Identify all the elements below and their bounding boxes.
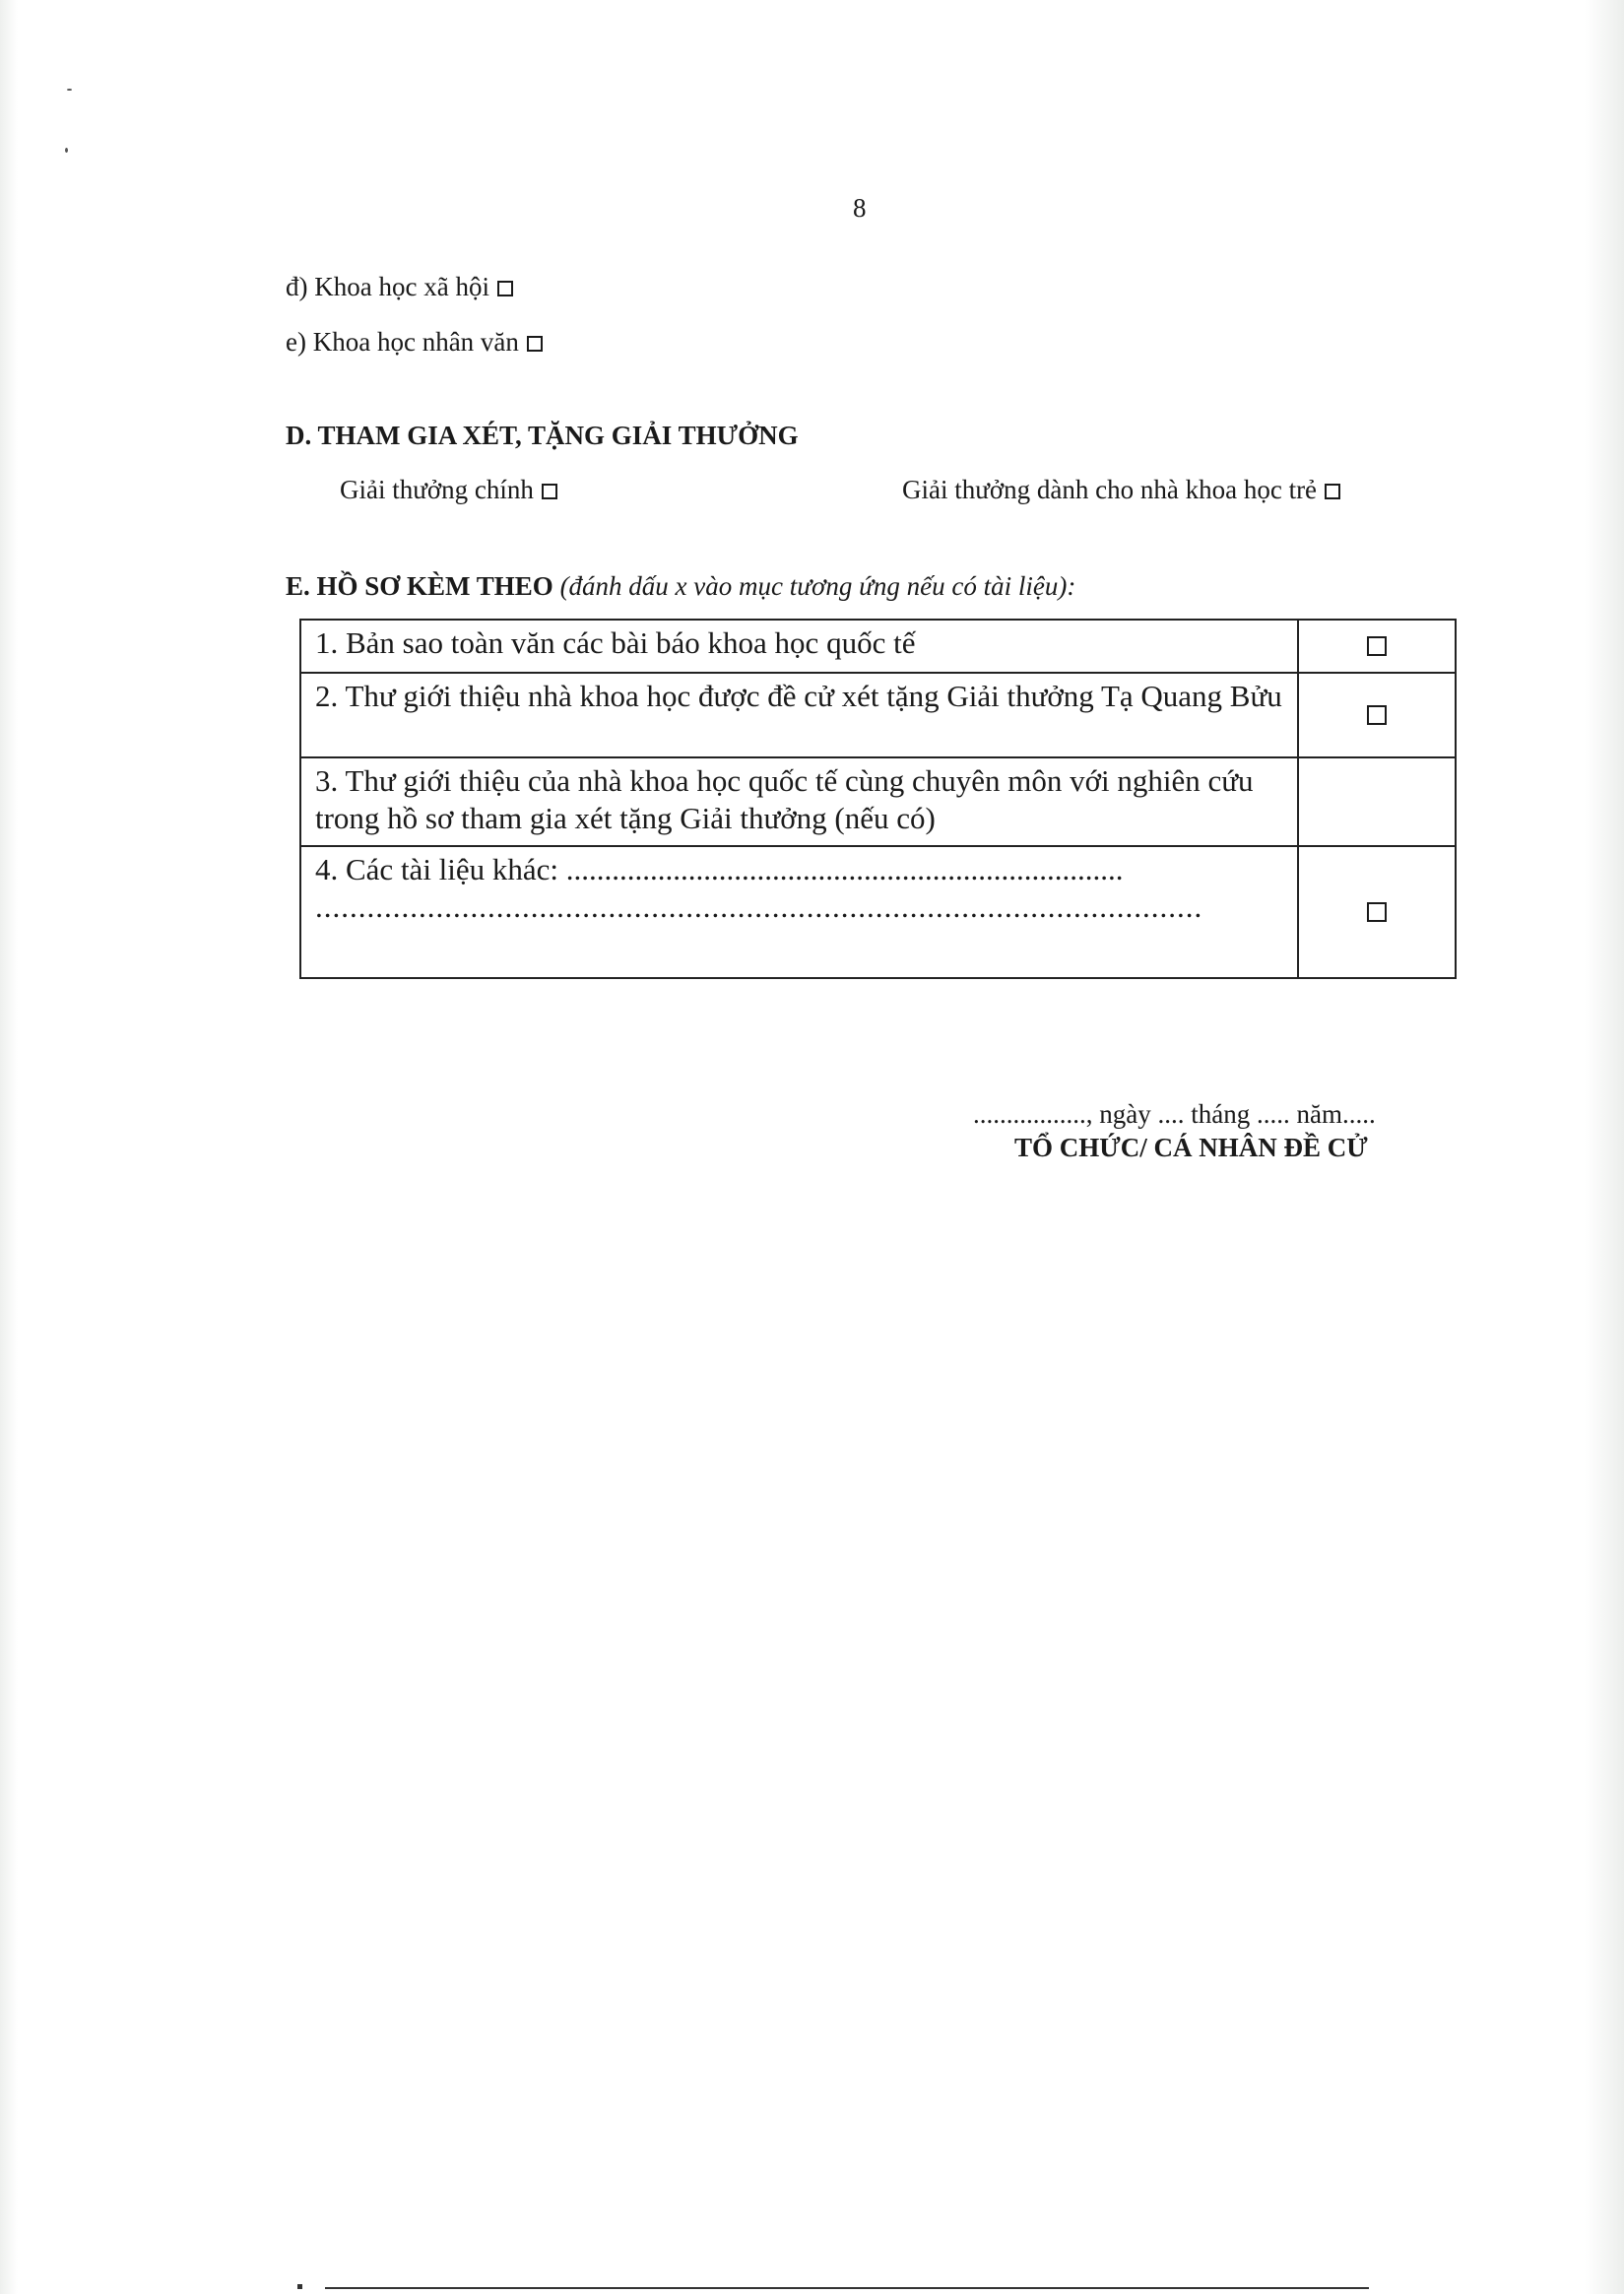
attachment-check-cell xyxy=(1298,620,1456,673)
checkbox-young-award[interactable] xyxy=(1325,484,1340,499)
main-award-option xyxy=(340,475,557,505)
attachment-text: 1. Bản sao toàn văn các bài báo khoa học quốc tế xyxy=(300,620,1298,673)
checkbox-humanities[interactable] xyxy=(527,336,543,352)
checkbox-main-award[interactable] xyxy=(542,484,557,499)
section-e-title: E. HỒ SƠ KÈM THEO xyxy=(286,571,553,601)
scan-edge-left xyxy=(0,0,18,2294)
young-award-label: Giải thưởng dành cho nhà khoa học trẻ xyxy=(902,475,1318,504)
attachments-table xyxy=(299,619,1457,979)
attachment-text: 2. Thư giới thiệu nhà khoa học được đề cử xét tặng Giải thưởng Tạ Quang Bửu xyxy=(300,673,1298,757)
table-row xyxy=(300,846,1456,978)
attachment-text: 3. Thư giới thiệu của nhà khoa học quốc tế cùng chuyên môn với nghiên cứu trong hồ sơ tham gia xét tặng Giải thưởng (nếu có) xyxy=(300,757,1298,846)
field-humanities-label: e) Khoa học nhân văn xyxy=(286,327,519,357)
attachment-other xyxy=(300,846,1298,978)
scan-speck xyxy=(67,89,72,91)
attachment-check-cell xyxy=(1298,673,1456,757)
section-e-heading xyxy=(286,571,1075,602)
young-award-option xyxy=(902,475,1340,505)
signature-date-line: ................., ngày .... tháng ..... năm..... xyxy=(973,1099,1376,1129)
section-d-heading: D. THAM GIA XÉT, TẶNG GIẢI THƯỞNG xyxy=(286,421,799,450)
footer-dot xyxy=(297,2284,302,2289)
attachment-other-dots: ....................................................................................................... xyxy=(315,889,1203,924)
checkbox-social-sciences[interactable] xyxy=(497,281,513,296)
attachment-check-cell xyxy=(1298,846,1456,978)
section-e-note: (đánh dấu x vào mục tương ứng nếu có tài liệu): xyxy=(559,571,1076,601)
scan-speck xyxy=(65,148,68,153)
checkbox-attachment-2[interactable] xyxy=(1367,705,1387,725)
table-row xyxy=(300,757,1456,846)
field-social-sciences xyxy=(286,272,513,302)
field-humanities xyxy=(286,327,543,358)
page-number: 8 xyxy=(853,193,867,223)
checkbox-attachment-1[interactable] xyxy=(1367,636,1387,656)
signature-title: TỔ CHỨC/ CÁ NHÂN ĐỀ CỬ xyxy=(1014,1133,1368,1162)
field-social-sciences-label: đ) Khoa học xã hội xyxy=(286,272,489,301)
scan-edge-right xyxy=(1585,0,1624,2294)
footer-rule xyxy=(325,2287,1369,2289)
main-award-label: Giải thưởng chính xyxy=(340,475,534,504)
table-row xyxy=(300,673,1456,757)
checkbox-attachment-4[interactable] xyxy=(1367,902,1387,922)
attachment-text: 4. Các tài liệu khác: ......................................................................... xyxy=(315,852,1124,886)
table-row xyxy=(300,620,1456,673)
attachment-check-cell xyxy=(1298,757,1456,846)
